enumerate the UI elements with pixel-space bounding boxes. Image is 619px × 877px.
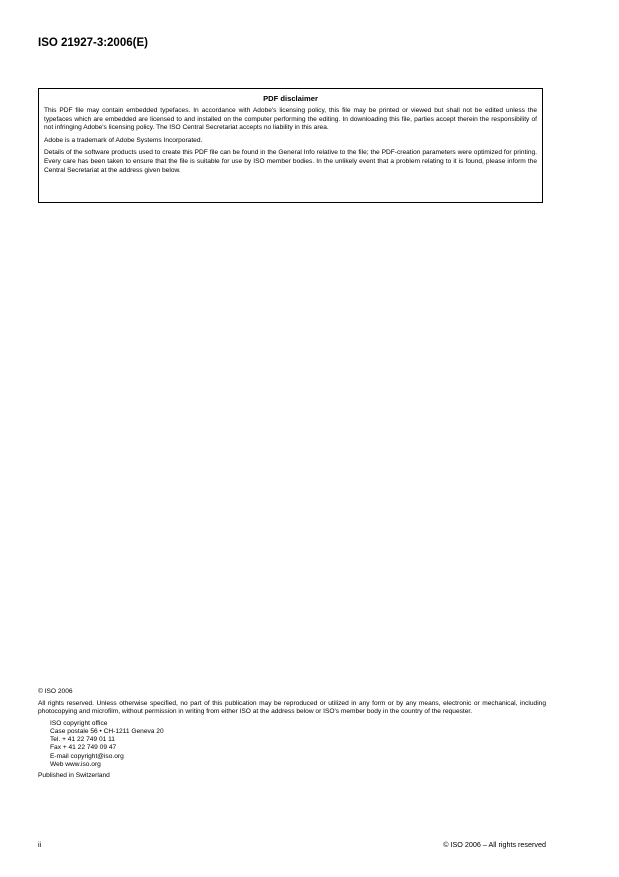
page-number: ii: [38, 840, 42, 849]
disclaimer-title: PDF disclaimer: [263, 94, 318, 103]
disclaimer-paragraph: This PDF file may contain embedded typefaces. In accordance with Adobe's licensing policy, this file may be printed or viewed but shall not be edited unless the typefaces which are embedded are licensed to and installed on the computer performing the editing. In downloading this file, parties accept therein the responsibility of not infringing Adobe's licensing policy. The ISO Central Secretariat accepts no liability in this area.: [44, 107, 537, 132]
footer-copyright: © ISO 2006 – All rights reserved: [443, 840, 546, 849]
rights-statement: All rights reserved. Unless otherwise specified, no part of this publication may be reproduced or utilized in any form or by any means, electronic or mechanical, including photocopying and microfilm, without permission in writing from either ISO at the address below or ISO's member body in the country of the requester.: [38, 699, 546, 716]
iso-address: [38, 720, 546, 769]
copyright-block: [38, 688, 546, 781]
address-line: ISO copyright office: [50, 719, 108, 727]
address-line: E-mail copyright@iso.org: [50, 752, 124, 760]
address-line: Fax + 41 22 749 09 47: [50, 744, 117, 752]
copyright-line: © ISO 2006: [38, 688, 73, 695]
address-line: Tel. + 41 22 749 01 11: [50, 736, 115, 744]
address-line: Web www.iso.org: [50, 760, 101, 768]
disclaimer-paragraph: Adobe is a trademark of Adobe Systems Incorporated.: [44, 136, 203, 144]
address-line: Case postale 56 • CH-1211 Geneva 20: [50, 727, 164, 735]
published-in: Published in Switzerland: [38, 772, 110, 779]
disclaimer-paragraph: Details of the software products used to create this PDF file can be found in the General Info relative to the file; the PDF-creation parameters were optimized for printing. Every care has been taken to ensure that the file is suitable for use by ISO member bodies. In the unlikely event that a problem relating to it is found, please inform the Central Secretariat at the address given below.: [44, 149, 537, 174]
standard-id: ISO 21927-3:2006(E): [38, 37, 148, 49]
pdf-disclaimer-box: [38, 88, 543, 203]
